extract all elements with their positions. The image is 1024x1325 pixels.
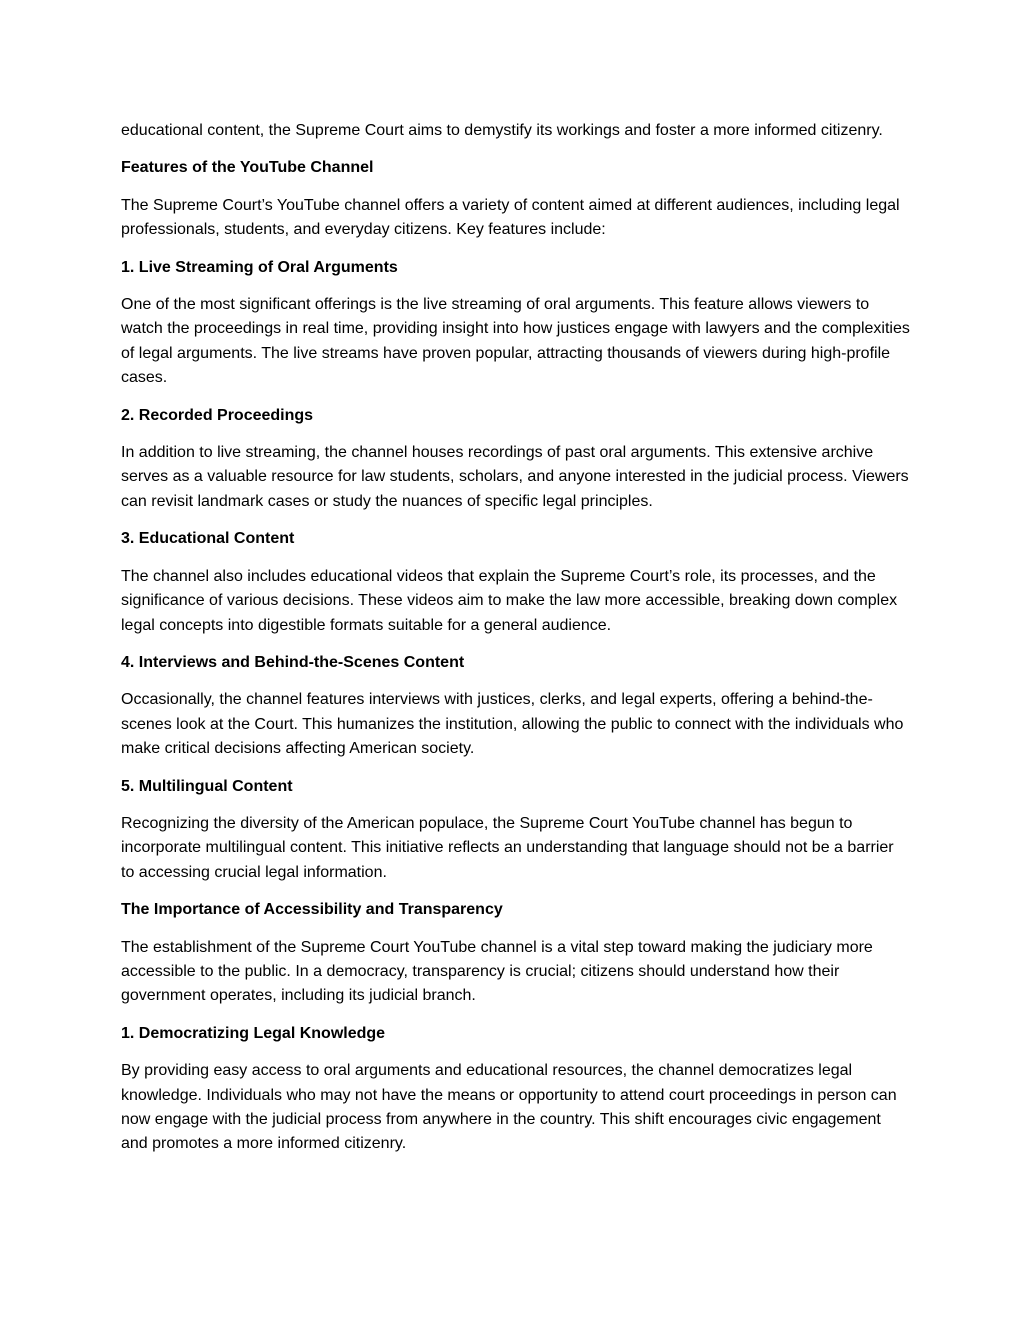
feature-3-paragraph: The channel also includes educational videos that explain the Supreme Court’s role, its processes, and the significance of various decisions. These videos aim to make the law more accessible, breaking down complex legal concepts into digestible formats suitable for a general audience. — [121, 567, 898, 634]
importance-heading: The Importance of Accessibility and Transparency — [121, 901, 503, 919]
importance-1-paragraph: By providing easy access to oral arguments and educational resources, the channel democratizes legal knowledge. Individuals who may not have the means or opportunity to attend court proceedings in person can now engage with the judicial process from anywhere in the country. This shift encourages civic engagement and promotes a more informed citizenry. — [121, 1062, 897, 1153]
feature-2-heading: 2. Recorded Proceedings — [121, 406, 314, 424]
feature-5-heading: 5. Multilingual Content — [121, 777, 293, 795]
feature-1-heading: 1. Live Streaming of Oral Arguments — [121, 258, 398, 276]
importance-1-heading: 1. Democratizing Legal Knowledge — [121, 1024, 386, 1042]
feature-5-paragraph: Recognizing the diversity of the American populace, the Supreme Court YouTube channel has begun to incorporate multilingual content. This initiative reflects an understanding that language should not be a barrier to accessing crucial legal information. — [121, 814, 894, 881]
features-intro-paragraph: The Supreme Court’s YouTube channel offers a variety of content aimed at different audiences, including legal professionals, students, and everyday citizens. Key features include: — [121, 196, 900, 239]
features-heading: Features of the YouTube Channel — [121, 159, 374, 177]
feature-4-paragraph: Occasionally, the channel features interviews with justices, clerks, and legal experts, offering a behind-the-scenes look at the Court. This humanizes the institution, allowing the public to connect with the individuals who make critical decisions affecting American society. — [121, 691, 904, 758]
importance-paragraph: The establishment of the Supreme Court YouTube channel is a vital step toward making the judiciary more accessible to the public. In a democracy, transparency is crucial; citizens should understand how their government operates, including its judicial branch. — [121, 938, 873, 1005]
document-page — [121, 119, 911, 1170]
feature-3-heading: 3. Educational Content — [121, 530, 295, 548]
feature-1-paragraph: One of the most significant offerings is the live streaming of oral arguments. This feature allows viewers to watch the proceedings in real time, providing insight into how justices engage with lawyers and the complexities of legal arguments. The live streams have proven popular, attracting thousands of viewers during high-profile cases. — [121, 296, 910, 387]
intro-tail-paragraph: educational content, the Supreme Court aims to demystify its workings and foster a more informed citizenry. — [121, 122, 883, 139]
feature-2-paragraph: In addition to live streaming, the channel houses recordings of past oral arguments. This extensive archive serves as a valuable resource for law students, scholars, and anyone interested in the judicial process. Viewers can revisit landmark cases or study the nuances of specific legal principles. — [121, 444, 909, 510]
feature-4-heading: 4. Interviews and Behind-the-Scenes Content — [121, 653, 465, 671]
